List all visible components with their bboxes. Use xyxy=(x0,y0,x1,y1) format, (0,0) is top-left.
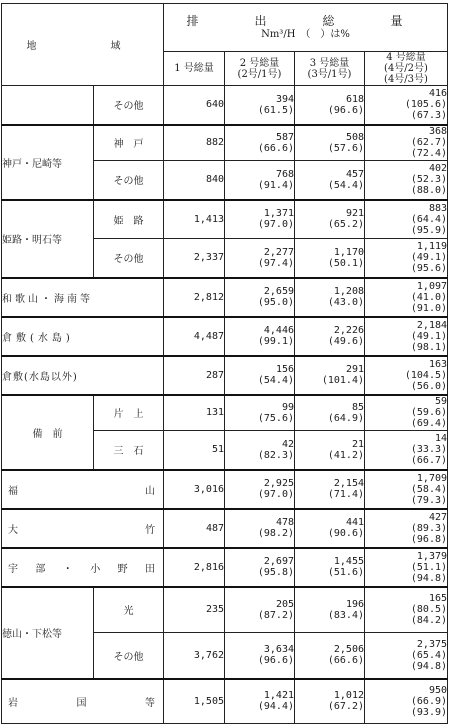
value-1go: 287 xyxy=(164,356,225,395)
value-4go: 1,097 (41.0) (91.0) xyxy=(365,278,448,317)
value-1go: 640 xyxy=(164,86,225,125)
header-main xyxy=(164,4,448,52)
region-cell: 倉敷(水島以外) xyxy=(2,356,164,395)
value-3go: 508 (57.6) xyxy=(295,125,365,161)
header-col-3: 3 号総量 (3号/1号) xyxy=(295,52,365,86)
value-2go: 99 (75.6) xyxy=(225,395,295,431)
region-cell: 神戸・尼崎等 xyxy=(2,125,94,200)
sub-region-cell: その他 xyxy=(94,239,164,278)
value-2go: 156 (54.4) xyxy=(225,356,295,395)
value-2go: 2,277 (97.4) xyxy=(225,239,295,278)
value-2go: 2,697 (95.8) xyxy=(225,548,295,587)
value-2go: 3,634 (96.6) xyxy=(225,633,295,679)
header-row-1 xyxy=(2,4,448,52)
sub-region-cell: 神 戸 xyxy=(94,125,164,161)
value-3go: 2,506 (66.6) xyxy=(295,633,365,679)
value-4go: 165 (80.5) (84.2) xyxy=(365,587,448,633)
value-3go: 1,170 (50.1) xyxy=(295,239,365,278)
header-unit: Nm³/H （ ）は% xyxy=(261,28,350,40)
region-cell: 福 山 xyxy=(2,470,164,509)
value-4go: 402 (52.3) (88.0) xyxy=(365,161,448,200)
value-4go: 368 (62.7) (72.4) xyxy=(365,125,448,161)
region-cell: 備 前 xyxy=(2,395,94,470)
value-4go: 1,119 (49.1) (95.6) xyxy=(365,239,448,278)
value-4go: 1,709 (58.4) (79.3) xyxy=(365,470,448,509)
table-row xyxy=(2,317,448,356)
value-2go: 205 (87.2) xyxy=(225,587,295,633)
value-3go: 2,226 (49.6) xyxy=(295,317,365,356)
sub-region-cell: その他 xyxy=(94,633,164,679)
value-4go: 59 (59.6) (69.4) xyxy=(365,395,448,431)
region-cell: 大 竹 xyxy=(2,509,164,548)
table-row xyxy=(2,278,448,317)
value-1go: 882 xyxy=(164,125,225,161)
value-1go: 51 xyxy=(164,431,225,470)
table-row xyxy=(2,125,448,161)
value-3go: 921 (65.2) xyxy=(295,200,365,239)
value-4go: 14 (33.3) (66.7) xyxy=(365,431,448,470)
value-3go: 2,154 (71.4) xyxy=(295,470,365,509)
sub-region-cell: その他 xyxy=(94,161,164,200)
table-row xyxy=(2,200,448,239)
value-1go: 235 xyxy=(164,587,225,633)
table-row xyxy=(2,679,448,724)
value-2go: 1,421 (94.4) xyxy=(225,679,295,724)
value-2go: 587 (66.6) xyxy=(225,125,295,161)
header-col-4: 4 号総量 (4号/2号) (4号/3号) xyxy=(365,52,448,86)
value-3go: 1,455 (51.6) xyxy=(295,548,365,587)
value-1go: 2,337 xyxy=(164,239,225,278)
value-3go: 1,208 (43.0) xyxy=(295,278,365,317)
value-2go: 4,446 (99.1) xyxy=(225,317,295,356)
value-3go: 196 (83.4) xyxy=(295,587,365,633)
sub-region-cell: 姫 路 xyxy=(94,200,164,239)
header-main-title: 排 出 総 量 xyxy=(186,13,425,28)
table-row xyxy=(2,356,448,395)
value-2go: 394 (61.5) xyxy=(225,86,295,125)
table-row xyxy=(2,587,448,633)
header-region: 地 域 xyxy=(2,4,164,86)
region-cell: 姫路・明石等 xyxy=(2,200,94,278)
value-1go: 487 xyxy=(164,509,225,548)
value-4go: 1,379 (51.1) (94.8) xyxy=(365,548,448,587)
sub-region-cell: 光 xyxy=(94,587,164,633)
value-2go: 478 (98.2) xyxy=(225,509,295,548)
value-1go: 4,487 xyxy=(164,317,225,356)
value-2go: 768 (91.4) xyxy=(225,161,295,200)
sub-region-cell: その他 xyxy=(94,86,164,125)
value-3go: 441 (90.6) xyxy=(295,509,365,548)
table-row xyxy=(2,509,448,548)
sub-region-cell: 片 上 xyxy=(94,395,164,431)
value-4go: 883 (64.4) (95.9) xyxy=(365,200,448,239)
value-1go: 1,413 xyxy=(164,200,225,239)
value-1go: 3,016 xyxy=(164,470,225,509)
region-cell: 徳山・下松等 xyxy=(2,587,94,679)
value-1go: 131 xyxy=(164,395,225,431)
value-2go: 2,925 (97.0) xyxy=(225,470,295,509)
header-col-2: 2 号総量 (2号/1号) xyxy=(225,52,295,86)
value-1go: 2,816 xyxy=(164,548,225,587)
value-1go: 2,812 xyxy=(164,278,225,317)
value-2go: 42 (82.3) xyxy=(225,431,295,470)
header-col-1: 1 号総量 xyxy=(164,52,225,86)
region-cell: 倉敷(水島) xyxy=(2,317,164,356)
emissions-table xyxy=(1,3,448,724)
value-4go: 2,375 (65.4) (94.8) xyxy=(365,633,448,679)
value-4go: 2,184 (49.1) (98.1) xyxy=(365,317,448,356)
table-row xyxy=(2,470,448,509)
value-4go: 163 (104.5) (56.0) xyxy=(365,356,448,395)
value-3go: 618 (96.6) xyxy=(295,86,365,125)
value-3go: 21 (41.2) xyxy=(295,431,365,470)
value-3go: 85 (64.9) xyxy=(295,395,365,431)
region-cell: 和歌山・海南等 xyxy=(2,278,164,317)
region-cell: 宇部・小野田 xyxy=(2,548,164,587)
value-3go: 291 (101.4) xyxy=(295,356,365,395)
value-3go: 1,012 (67.2) xyxy=(295,679,365,724)
region-cell: 岩 国 等 xyxy=(2,679,164,724)
value-4go: 427 (89.3) (96.8) xyxy=(365,509,448,548)
table-row xyxy=(2,395,448,431)
value-1go: 1,505 xyxy=(164,679,225,724)
value-4go: 416 (105.6) (67.3) xyxy=(365,86,448,125)
table-row xyxy=(2,86,448,125)
value-2go: 2,659 (95.0) xyxy=(225,278,295,317)
value-3go: 457 (54.4) xyxy=(295,161,365,200)
sub-region-cell: 三 石 xyxy=(94,431,164,470)
region-cell-empty xyxy=(2,86,94,125)
value-4go: 950 (66.9) (93.9) xyxy=(365,679,448,724)
value-1go: 840 xyxy=(164,161,225,200)
value-1go: 3,762 xyxy=(164,633,225,679)
value-2go: 1,371 (97.0) xyxy=(225,200,295,239)
table-row xyxy=(2,548,448,587)
